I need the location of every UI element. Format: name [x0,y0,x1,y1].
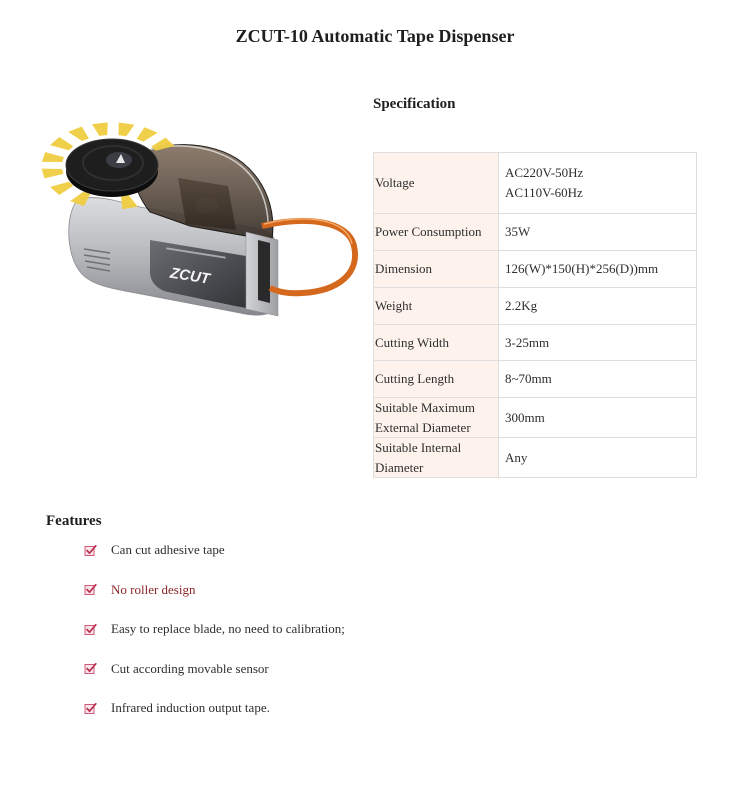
checkbox-checked-icon [84,659,97,679]
brand-logo: ZCUT [168,264,212,288]
spec-value [499,251,696,287]
feature-item [84,698,345,738]
spec-row [374,325,696,361]
spec-label: Dimension [374,251,499,287]
spec-value-line: 3-25mm [505,334,550,350]
feature-text: Cut according movable sensor [111,660,269,676]
page-title: ZCUT-10 Automatic Tape Dispenser [235,26,515,46]
spec-value [499,398,696,437]
feature-text: No roller design [111,581,196,597]
sun-ray [42,166,64,178]
specification-table [373,152,697,478]
feature-item [84,659,345,699]
spec-value [499,438,696,477]
spec-row [374,361,696,398]
sun-ray [92,122,111,136]
spec-value-line: 8~70mm [505,371,552,386]
spec-label: Cutting Width [374,325,499,360]
spec-value [499,361,696,397]
spec-value-line: Any [505,449,528,465]
spec-label: Suitable Maximum External Diameter [374,398,499,437]
spec-row [374,398,696,438]
spec-label: Voltage [374,153,499,213]
spec-label: Weight [374,288,499,324]
feature-text: Easy to replace blade, no need to calibration; [111,621,345,636]
spec-value-line: 126(W)*150(H)*256(D))mm [505,261,659,276]
spec-value-line: AC220V-50Hz [505,165,584,180]
checkbox-checked-icon [84,698,97,718]
feature-item [84,540,345,580]
spec-value [499,153,696,213]
spec-row [374,251,696,288]
sun-ray [50,137,76,152]
checkbox-checked-icon [84,619,97,639]
spec-value-line: 35W [505,224,531,239]
spec-label: Cutting Length [374,361,499,397]
spec-value [499,214,696,250]
checkbox-checked-icon-graphic [84,544,97,557]
checkbox-checked-icon [84,580,97,600]
features-heading: Features [46,513,102,529]
spec-row [374,153,696,214]
tape-disc [66,139,158,197]
spec-value-line: 2.2Kg [505,298,538,313]
checkbox-checked-icon-graphic [84,623,97,636]
spec-row [374,214,696,251]
tape-exit-slot [258,240,270,303]
spec-value [499,325,696,360]
sun-ray [115,123,135,137]
checkbox-checked-icon-graphic [84,702,97,715]
checkbox-checked-icon-graphic [84,662,97,675]
spec-label: Suitable Internal Diameter [374,438,499,477]
sun-ray [68,127,92,143]
spec-value-line: AC110V-60Hz [505,185,583,200]
features-list [84,540,345,738]
spec-label: Power Consumption [374,214,499,250]
spec-row [374,288,696,325]
specification-heading: Specification [373,96,456,112]
spec-row [374,438,696,477]
sun-ray [42,152,65,164]
checkbox-checked-icon [84,540,97,560]
spec-value-line: 300mm [505,409,545,425]
tape-dispenser-illustration [36,118,362,320]
feature-text: Infrared induction output tape. [111,700,270,715]
sun-ray [133,127,157,143]
feature-text: Can cut adhesive tape [111,542,225,557]
feature-item [84,580,345,620]
spec-value [499,288,696,324]
feature-item [84,619,345,659]
checkbox-checked-icon-graphic [84,583,97,596]
